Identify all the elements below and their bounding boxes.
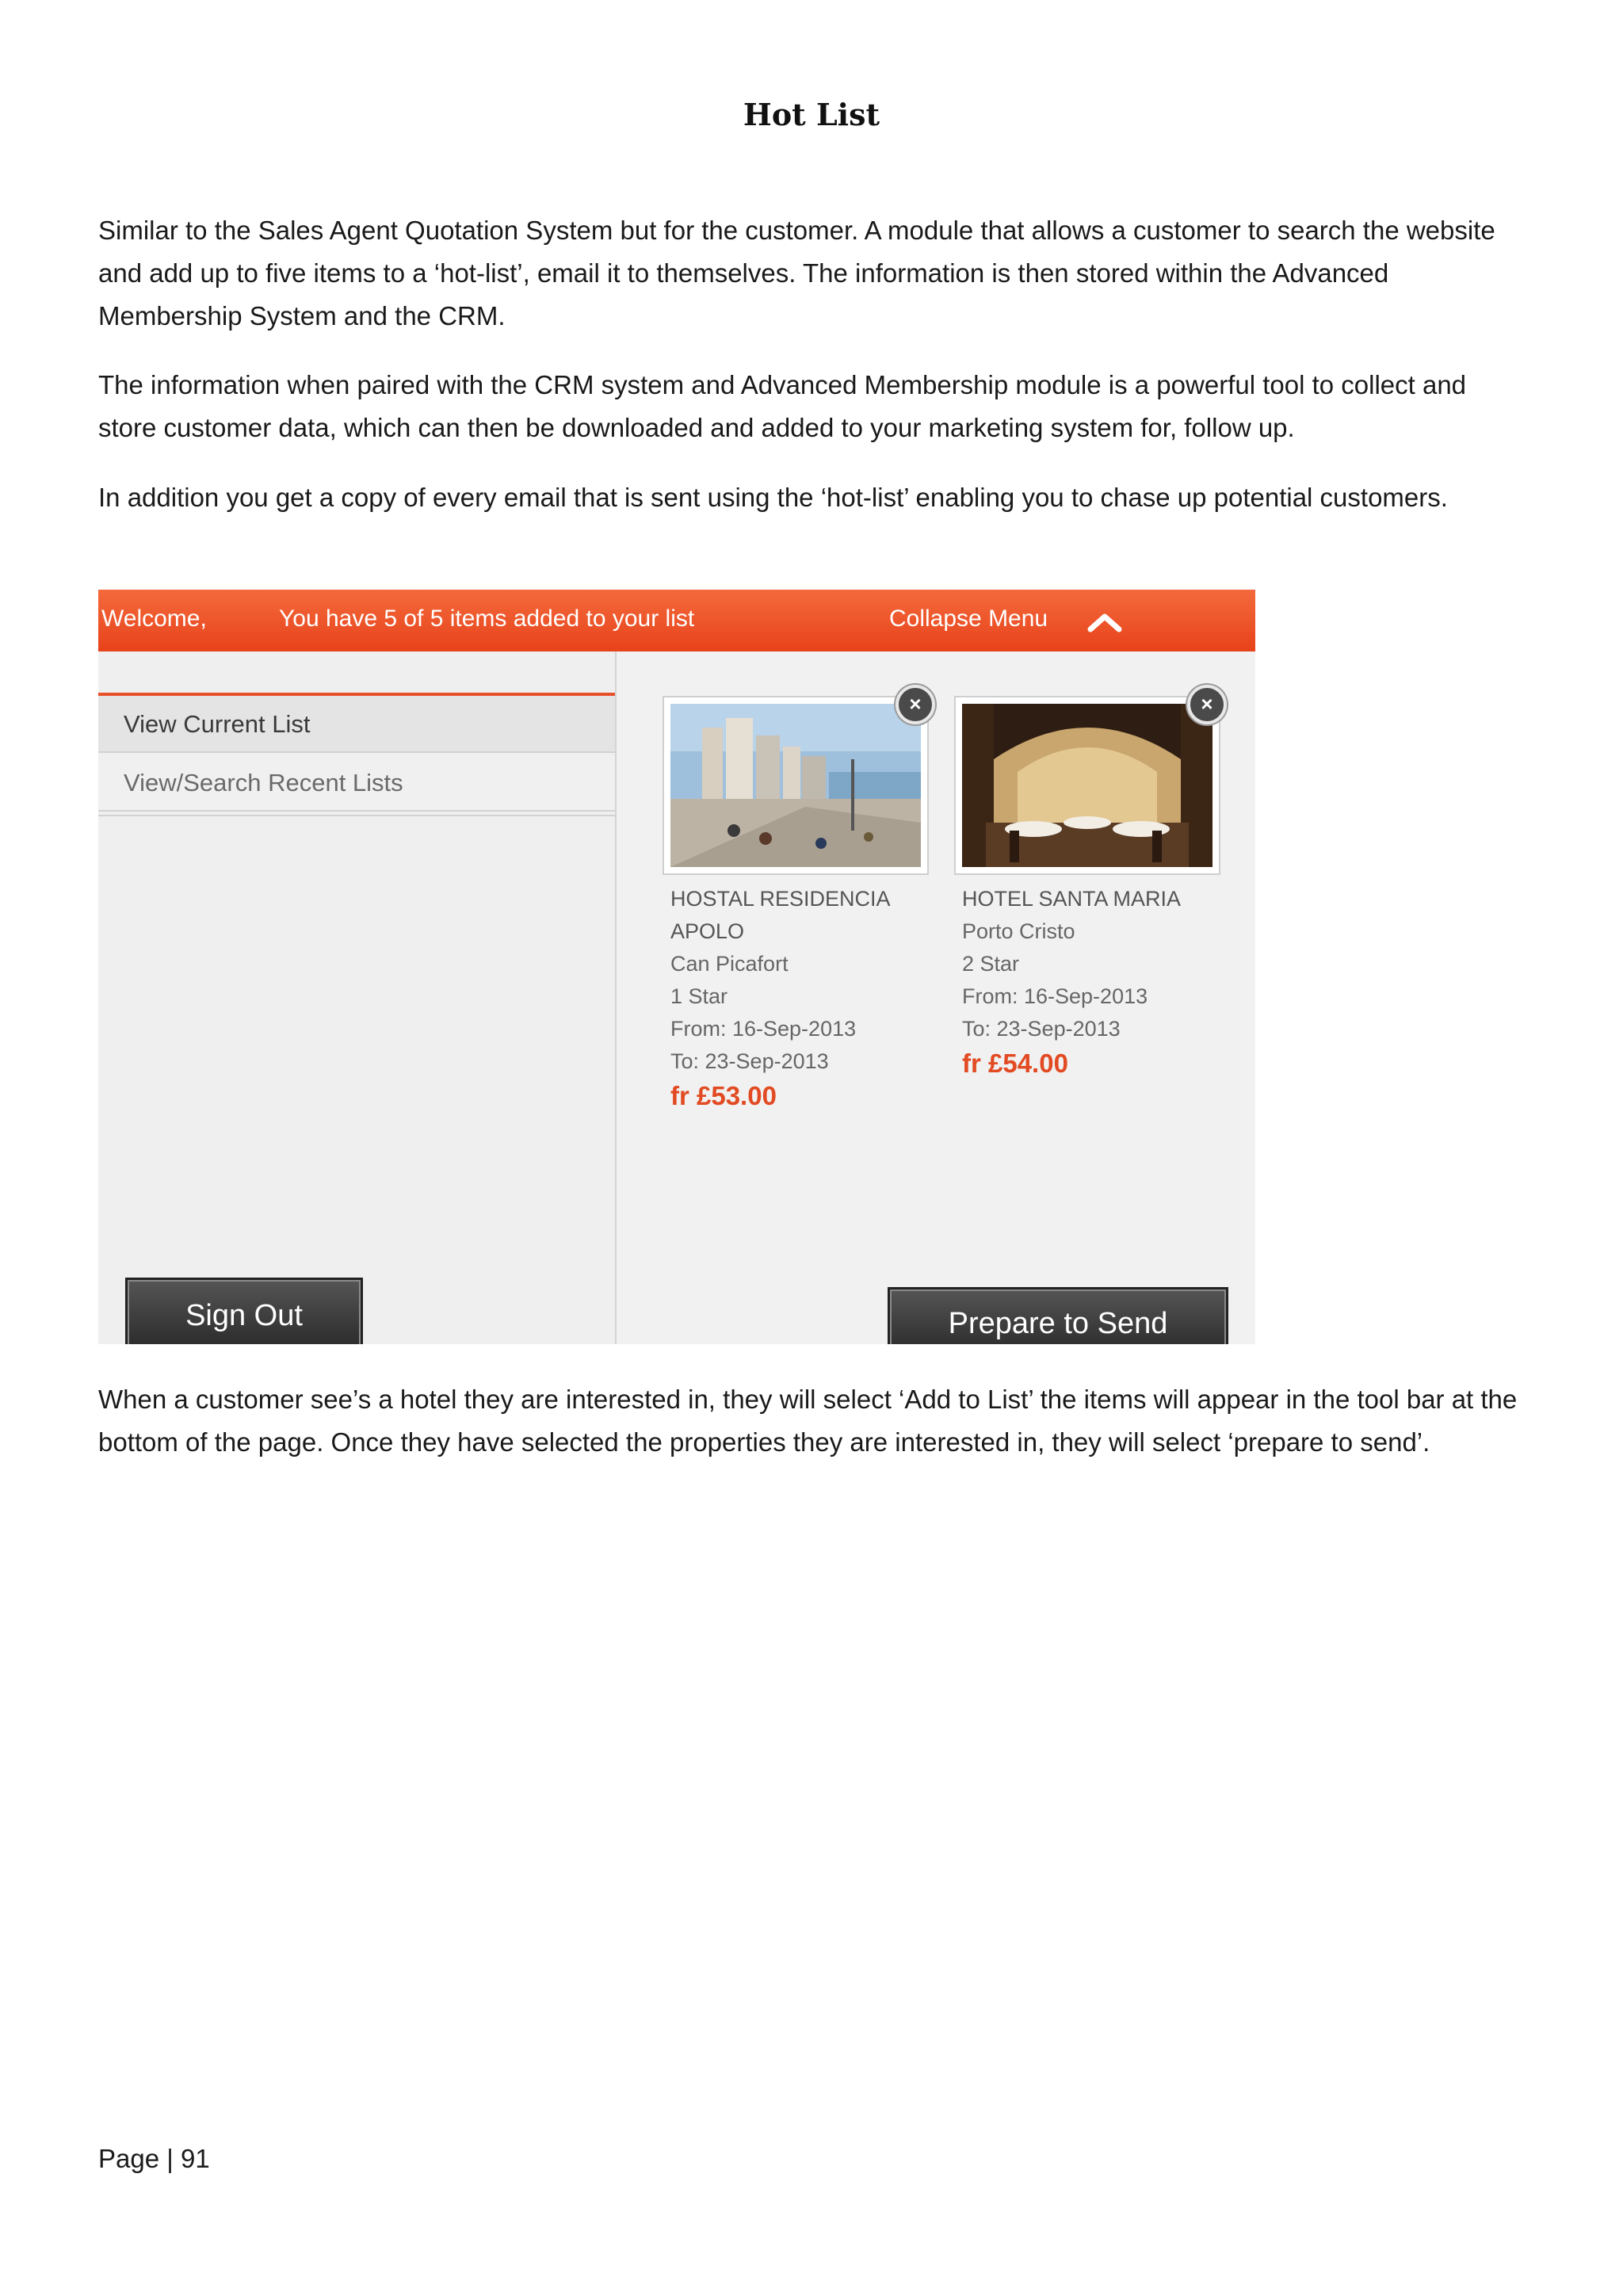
hotel-name: HOTEL SANTA MARIA <box>962 887 1182 911</box>
hotel-from-date: From: 16-Sep-2013 <box>670 1017 857 1041</box>
hotel-from-date: From: 16-Sep-2013 <box>962 984 1148 1008</box>
hot-list-sidebar <box>98 651 617 1344</box>
hotel-photo-frame <box>954 696 1220 875</box>
hotel-price: fr £53.00 <box>670 1081 777 1110</box>
hot-list-toolbar <box>98 590 1255 651</box>
prepare-to-send-button[interactable]: Prepare to Send <box>888 1287 1228 1344</box>
hotel-name-continued: APOLO <box>670 919 745 943</box>
hotel-location: Can Picafort <box>670 952 789 976</box>
hotel-to-date: To: 23-Sep-2013 <box>962 1017 1121 1041</box>
hotel-name: HOSTAL RESIDENCIA <box>670 887 891 911</box>
hotel-photo-frame <box>663 696 929 875</box>
hot-list-widget <box>98 590 1255 1344</box>
sign-out-button[interactable]: Sign Out <box>125 1278 363 1344</box>
email-copy-paragraph: In addition you get a copy of every email that is sent using the ‘hot-list’ enabling you to chase up potential customers. <box>98 483 1448 512</box>
hotel-rating: 1 Star <box>670 984 728 1008</box>
collapse-menu-button[interactable]: Collapse Menu <box>889 606 1048 632</box>
items-count-text: You have 5 of 5 items added to your list <box>279 606 695 632</box>
welcome-text: Welcome, <box>101 606 207 632</box>
beach-promenade-photo[interactable] <box>670 704 921 867</box>
remove-item-button[interactable]: × <box>896 685 935 724</box>
hotel-rating: 2 Star <box>962 952 1020 976</box>
hotel-info <box>962 883 1232 1082</box>
intro-paragraph: Similar to the Sales Agent Quotation System but for the customer. A module that allows a customer to search the website and add up to five items to a ‘hot-list’, email it to themselves. The information is then stored within the Advanced Membership System and the CRM. <box>98 216 1495 330</box>
sidebar-item-view-search-recent-lists[interactable]: View/Search Recent Lists <box>98 755 615 812</box>
crm-paragraph: The information when paired with the CRM system and Advanced Membership module is a powerful tool to collect and store customer data, which can then be downloaded and added to your marketing system for, follow up. <box>98 370 1467 442</box>
remove-item-button[interactable]: × <box>1187 685 1227 724</box>
hotel-to-date: To: 23-Sep-2013 <box>670 1049 829 1073</box>
usage-paragraph: When a customer see’s a hotel they are interested in, they will select ‘Add to List’ the items will appear in the tool bar at the bottom of the page. Once they have selected the properties they are interested in, they will select ‘prepare to send’. <box>98 1385 1518 1457</box>
hotel-price: fr £54.00 <box>962 1049 1068 1078</box>
page-number: Page | 91 <box>98 2144 210 2173</box>
page-title: Hot List <box>743 97 880 132</box>
hotel-info <box>670 883 940 1114</box>
restaurant-interior-photo[interactable] <box>962 704 1212 867</box>
sidebar-divider <box>98 815 615 816</box>
chevron-up-icon[interactable] <box>1087 612 1122 632</box>
sidebar-item-view-current-list[interactable]: View Current List <box>98 696 615 753</box>
hotel-location: Porto Cristo <box>962 919 1075 943</box>
